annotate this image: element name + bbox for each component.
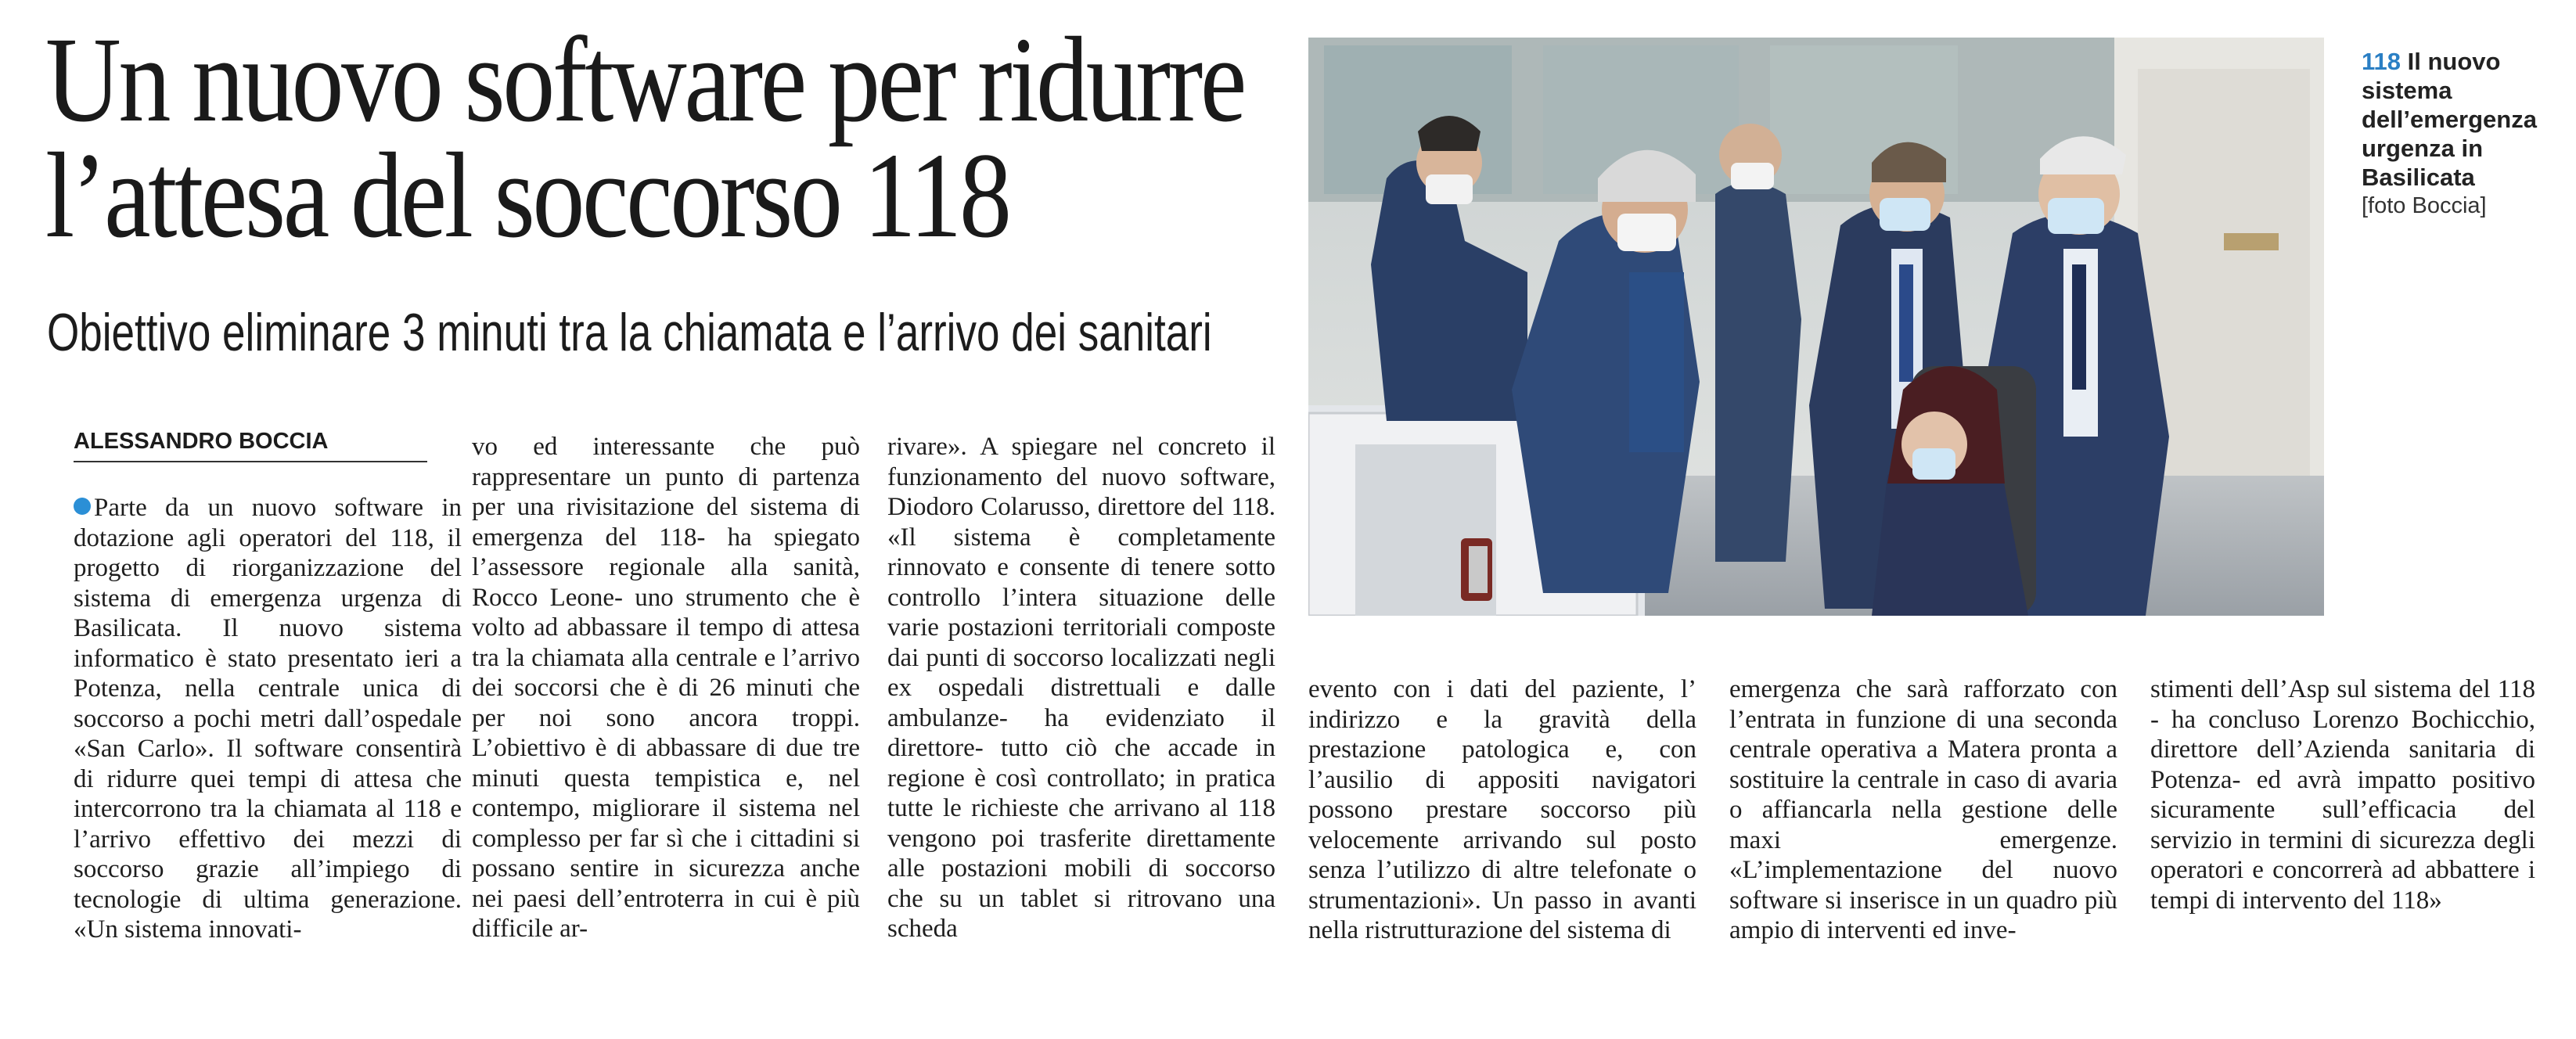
subheadline: Obiettivo eliminare 3 minuti tra la chiamata e l’arrivo dei sanitari	[47, 303, 1212, 362]
news-photo	[1308, 38, 2324, 616]
headline	[45, 12, 1244, 263]
column-3-text: rivare». A spiegare nel concreto il funzionamento del nuovo software, Diodoro Colarusso, direttore del 118. «Il sistema è completamente rinnovato e consente di tenere sotto controllo l’intera situazione delle varie postazioni territoriali composte dai punti di soccorso localizzati negli ex ospedali distrettuali e dalle ambulanze- ha evidenziato il direttore- tutto ciò che accade in regione è così controllato; in pratica tutte le richieste che arrivano al 118 vengono poi trasferite direttamente alle postazioni mobili di soccorso che su un tablet si ritrovano una scheda	[887, 433, 1275, 943]
article-column-3	[887, 432, 1275, 944]
bullet-dot-icon	[74, 498, 91, 515]
article-column-5	[1729, 674, 2117, 946]
column-1-text: Parte da un nuovo software in dotazione agli operatori del 118, il progetto di riorganizzazione del sistema di emergenza urgenza di Basilicata. Il nuovo sistema informatico è stato presentato ieri a Potenza, nella centrale unica di soccorso a pochi metri dall’ospedale «San Carlo». Il software consentirà di ridurre quei tempi di attesa che intercorrono tra la chiamata al 118 e l’arrivo effettivo dei mezzi di soccorso grazie all’impiego di tecnologie di ultima generazione. «Un sistema innovati-	[74, 494, 462, 944]
photo-illustration	[1308, 38, 2324, 616]
column-5-text: emergenza che sarà rafforzato con l’entrata in funzione di una seconda centrale operativa a Matera pronta a sostituire la centrale in caso di avaria o affiancarla nella gestione delle maxi emergenze. «L’implementazione del nuovo software si inserisce in un quadro più ampio di interventi ed inve-	[1729, 675, 2117, 944]
column-6-text: stimenti dell’Asp sul sistema del 118 - ha concluso Lorenzo Bochicchio, direttore dell’Azienda sanitaria di Potenza- ed avrà impatto positivo sicuramente sull’efficacia del servizio in termini di sicurezza degli operatori e concorrerà ad abbattere i tempi di intervento del 118»	[2150, 675, 2535, 915]
article-column-1	[74, 493, 462, 945]
article-column-2	[472, 432, 860, 944]
article-column-4	[1308, 674, 1696, 946]
byline: ALESSANDRO BOCCIA	[74, 429, 427, 462]
caption-credit: [foto Boccia]	[2362, 193, 2487, 218]
article-column-6	[2150, 674, 2535, 915]
headline-line-1: Un nuovo software per ridurre	[45, 12, 1244, 147]
photo-caption	[2362, 47, 2557, 221]
caption-number: 118	[2362, 48, 2402, 75]
column-4-text: evento con i dati del paziente, l’ indirizzo e la gravità della prestazione patologica e, con l’ausilio di appositi navigatori possono prestare soccorso più velocemente arrivando sul posto senza l’utilizzo di altre telefonate o strumentazioni». Un passo in avanti nella ristrutturazione del sistema di	[1308, 675, 1696, 944]
headline-line-2: l’attesa del soccorso 118	[45, 128, 1009, 263]
column-2-text: vo ed interessante che può rappresentare un punto di partenza per una rivisitazione del sistema di emergenza del 118- ha spiegato l’assessore regionale alla sanità, Rocco Leone- uno strumento che è volto ad abbassare il tempo di attesa tra la chiamata alla centrale e l’arrivo dei soccorsi che è di 26 minuti che per noi sono ancora troppi. L’obiettivo è di abbassare di due tre minuti questa tempistica e, nel contempo, migliorare il sistema nel complesso per far sì che i cittadini si possano sentire in sicurezza anche nei paesi dell’entroterra in cui è più difficile ar-	[472, 433, 860, 943]
caption-text: Il nuovo sistema dell’emergenza urgenza in Basilicata	[2362, 48, 2537, 191]
